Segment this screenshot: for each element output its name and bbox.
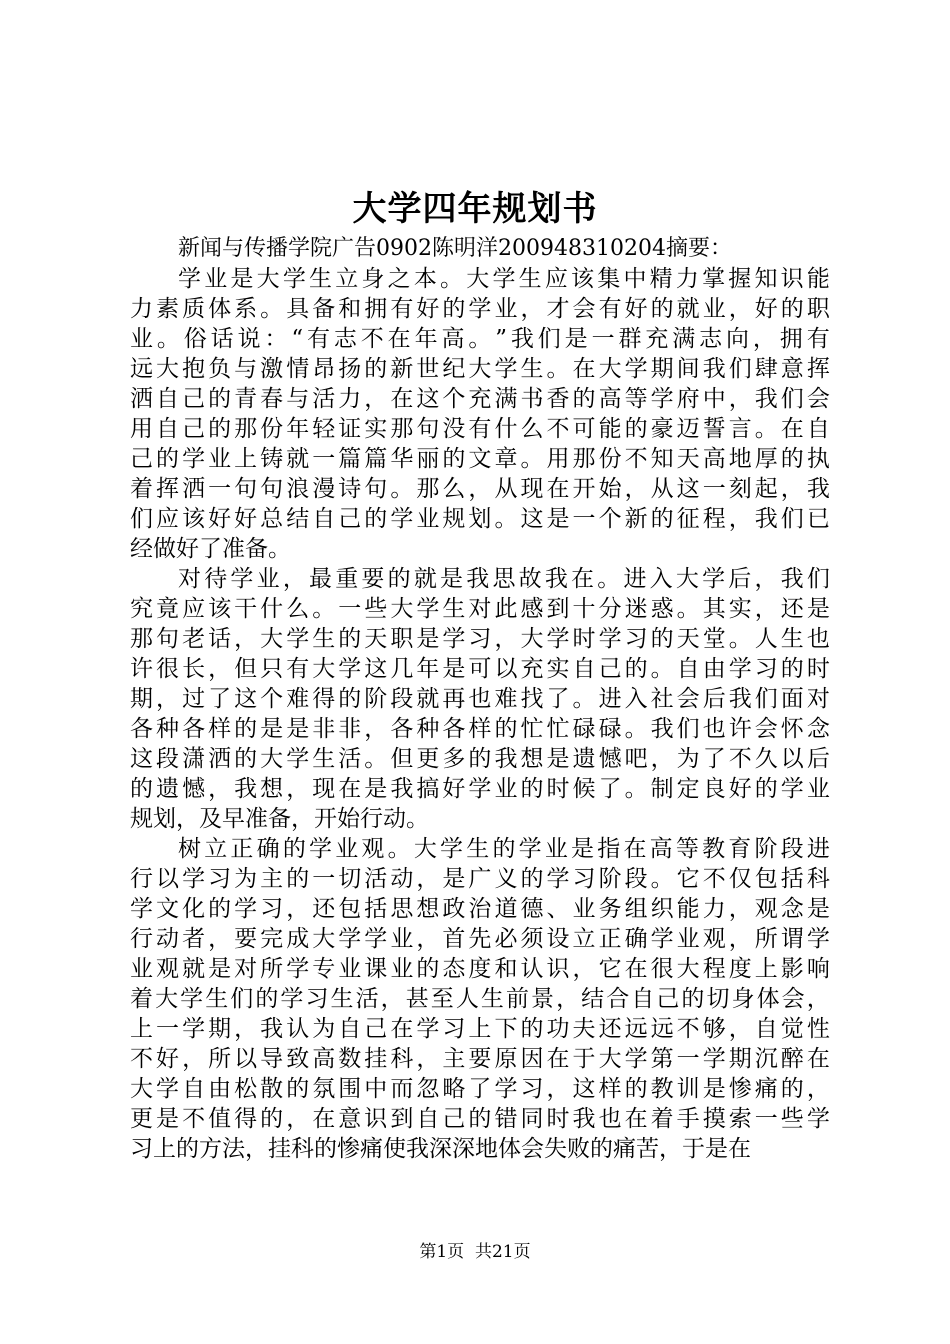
- paragraph-line: 上 一 学 期 ， 我 认 为 自 己 在 学 习 上 下 的 功 夫 还 远 远 不 够 ， 自 觉 性: [130, 1016, 830, 1042]
- paragraph-line: 树 立 正 确 的 学 业 观 。 大 学 生 的 学 业 是 指 在 高 等 教 育 阶 段 进: [178, 836, 830, 862]
- paragraph-line: 用 自 己 的 那 份 年 轻 证 实 那 句 没 有 什 么 不 可 能 的 豪 迈 誓 言 。 在 自: [130, 416, 830, 442]
- paragraph-line: 对 待 学 业 ， 最 重 要 的 就 是 我 思 故 我 在 。 进 入 大 学 后 ， 我 们: [178, 566, 830, 592]
- paragraph-line: 期 ， 过 了 这 个 难 得 的 阶 段 就 再 也 难 找 了 。 进 入 社 会 后 我 们 面 对: [130, 686, 830, 712]
- paragraph-line: 业 。 俗 话 说 ： “ 有 志 不 在 年 高 。 ” 我 们 是 一 群 充 满 志 向 ， 拥 有: [130, 326, 830, 352]
- paragraph-line: 着 挥 洒 一 句 句 浪 漫 诗 句 。 那 么 ， 从 现 在 开 始 ， 从 这 一 刻 起 ， 我: [130, 476, 830, 502]
- paragraph-line: 那 句 老 话 ， 大 学 生 的 天 职 是 学 习 ， 大 学 时 学 习 的 天 堂 。 人 生 也: [130, 626, 830, 652]
- paragraph-line: 规 划 ， 及 早 准 备 ， 开 始 行 动 。: [130, 806, 429, 832]
- paragraph-line: 们 应 该 好 好 总 结 自 己 的 学 业 规 划 。 这 是 一 个 新 的 征 程 ， 我 们 已: [130, 506, 830, 532]
- paragraph-line: 不 好 ， 所 以 导 致 高 数 挂 科 ， 主 要 原 因 在 于 大 学 第 一 学 期 沉 醉 在: [130, 1046, 830, 1072]
- paragraph-line: 的 遗 憾 ， 我 想 ， 现 在 是 我 搞 好 学 业 的 时 候 了 。 制 定 良 好 的 学 业: [130, 776, 830, 802]
- paragraph-line: 远 大 抱 负 与 激 情 昂 扬 的 新 世 纪 大 学 生 。 在 大 学 期 间 我 们 肆 意 挥: [130, 356, 830, 382]
- paragraph-line: 行 以 学 习 为 主 的 一 切 活 动 ， 是 广 义 的 学 习 阶 段 。 它 不 仅 包 括 科: [130, 866, 830, 892]
- paragraph-line: 力 素 质 体 系 。 具 备 和 拥 有 好 的 学 业 ， 才 会 有 好 的 就 业 ， 好 的 职: [130, 296, 830, 322]
- paragraph-line: 业 观 就 是 对 所 学 专 业 课 业 的 态 度 和 认 识 ， 它 在 很 大 程 度 上 影 响: [130, 956, 830, 982]
- paragraph-line: 学 文 化 的 学 习 ， 还 包 括 思 想 政 治 道 德 、 业 务 组 织 能 力 ， 观 念 是: [130, 896, 830, 922]
- paragraph-line: 行 动 者 ， 要 完 成 大 学 学 业 ， 首 先 必 须 设 立 正 确 学 业 观 ， 所 谓 学: [130, 926, 830, 952]
- page-footer: [0, 1240, 950, 1264]
- paragraph-line: 这 段 潇 洒 的 大 学 生 活 。 但 更 多 的 我 想 是 遗 憾 吧 ， 为 了 不 久 以 后: [130, 746, 830, 772]
- paragraph-line: 学 业 是 大 学 生 立 身 之 本 。 大 学 生 应 该 集 中 精 力 掌 握 知 识 能: [178, 266, 830, 292]
- page-number-label: 第1页 共21页: [419, 1242, 531, 1262]
- paragraph-line: 大 学 自 由 松 散 的 氛 围 中 而 忽 略 了 学 习 ， 这 样 的 教 训 是 惨 痛 的 ，: [130, 1076, 830, 1102]
- paragraph-line: 究 竟 应 该 干 什 么 。 一 些 大 学 生 对 此 感 到 十 分 迷 惑 。 其 实 ， 还 是: [130, 596, 830, 622]
- paragraph-line: 经 做 好 了 准 备 。: [130, 536, 291, 562]
- paragraph-line: 洒 自 己 的 青 春 与 活 力 ， 在 这 个 充 满 书 香 的 高 等 学 府 中 ， 我 们 会: [130, 386, 830, 412]
- paragraph-line: 各 种 各 样 的 是 是 非 非 ， 各 种 各 样 的 忙 忙 碌 碌 。 我 们 也 许 会 怀 念: [130, 716, 830, 742]
- paragraph-line: 习 上 的 方 法 ， 挂 科 的 惨 痛 使 我 深 深 地 体 会 失 败 的 痛 苦 ， 于 是 在: [130, 1136, 751, 1162]
- paragraph-line: 己 的 学 业 上 铸 就 一 篇 篇 华 丽 的 文 章 。 用 那 份 不 知 天 高 地 厚 的 执: [130, 446, 830, 472]
- paragraph-line: 更 是 不 值 得 的 ， 在 意 识 到 自 己 的 错 同 时 我 也 在 着 手 摸 索 一 些 学: [130, 1106, 830, 1132]
- document-body: [130, 234, 830, 1164]
- document-title: 大学四年规划书: [352, 189, 598, 229]
- author-line: 新闻与传播学院广告0902陈明洋200948310204摘要：: [178, 236, 732, 261]
- paragraph-line: 许 很 长 ， 但 只 有 大 学 这 几 年 是 可 以 充 实 自 己 的 。 自 由 学 习 的 时: [130, 656, 830, 682]
- paragraph-line: 着 大 学 生 们 的 学 习 生 活 ， 甚 至 人 生 前 景 ， 结 合 自 己 的 切 身 体 会 ，: [130, 986, 830, 1012]
